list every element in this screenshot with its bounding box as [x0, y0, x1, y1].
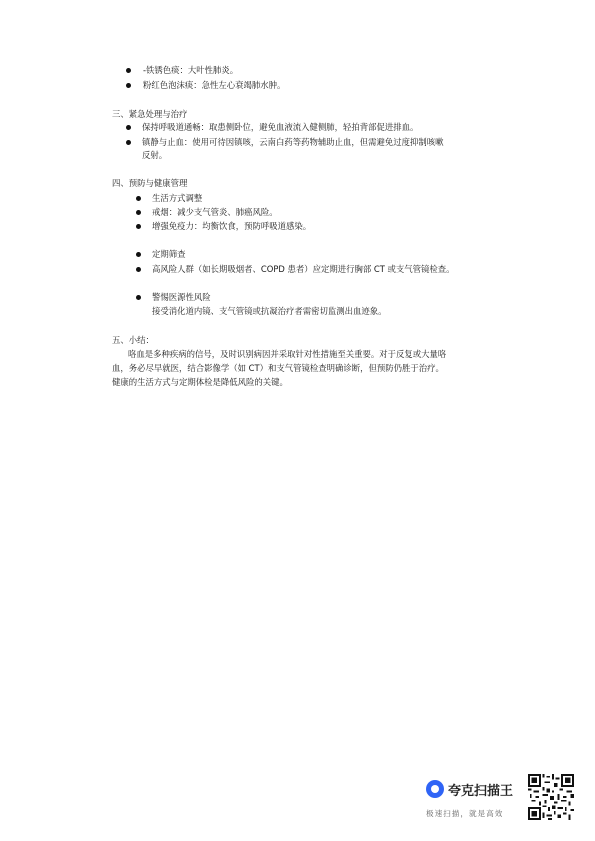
bullet-icon — [136, 196, 141, 201]
list-item-text: 粉红色泡沫痰：急性左心衰竭肺水肿。 — [143, 80, 286, 90]
list-item — [126, 136, 444, 149]
list-item — [136, 192, 202, 205]
list-item — [126, 121, 418, 134]
list-item-text: 高风险人群（如长期吸烟者、COPD 患者）应定期进行胸部 CT 或支气管镜检查。 — [152, 264, 455, 274]
list-item-text: 警惕医源性风险 — [152, 292, 211, 302]
section-heading: 四、预防与健康管理 — [112, 178, 188, 188]
list-item — [136, 263, 455, 276]
list-item — [126, 79, 285, 92]
list-item — [136, 206, 278, 219]
list-item-continuation: 反射。 — [142, 150, 168, 160]
list-item — [136, 291, 211, 304]
bullet-icon — [136, 267, 141, 272]
list-item-text: 保持呼吸道通畅：取患侧卧位，避免血液流入健侧肺，轻拍背部促进排血。 — [142, 122, 419, 132]
list-item-text: 定期筛查 — [152, 249, 186, 259]
list-item — [126, 64, 238, 77]
bullet-icon — [136, 295, 141, 300]
section-heading: 五、小结： — [112, 335, 154, 345]
list-item-text: -铁锈色痰：大叶性肺炎。 — [143, 65, 239, 75]
bullet-icon — [126, 125, 131, 130]
list-item-text: 镇静与止血：使用可待因镇咳，云南白药等药物辅助止血，但需避免过度抑制咳嗽 — [142, 137, 444, 147]
brand-name: 夸克扫描王 — [448, 784, 514, 799]
paragraph-line: 血，务必尽早就医，结合影像学（如 CT）和支气管镜检查明确诊断，但预防仍胜于治疗。 — [112, 363, 444, 373]
list-item — [136, 220, 311, 233]
section-heading: 三、紧急处理与治疗 — [112, 109, 188, 119]
qr-code-icon — [528, 774, 574, 820]
list-item-text: 增强免疫力：均衡饮食，预防呼吸道感染。 — [152, 221, 312, 231]
summary-paragraph — [112, 347, 490, 389]
paragraph-line: 健康的生活方式与定期体检是降低风险的关键。 — [112, 377, 288, 387]
brand-slogan: 极速扫描，就是高效 — [426, 809, 504, 818]
bullet-icon — [126, 140, 131, 145]
list-item-text: 生活方式调整 — [152, 193, 203, 203]
list-item-text: 戒烟：减少支气管炎、肺癌风险。 — [152, 207, 278, 217]
paragraph-line: 咯血是多种疾病的信号，及时识别病因并采取针对性措施至关重要。对于反复或大量咯 — [128, 349, 447, 359]
quark-logo-icon — [426, 780, 444, 798]
bullet-icon — [136, 210, 141, 215]
scanner-watermark — [426, 778, 526, 824]
bullet-icon — [136, 224, 141, 229]
list-item-continuation: 接受消化道内镜、支气管镜或抗凝治疗者需密切监测出血迹象。 — [152, 306, 387, 316]
bullet-icon — [136, 252, 141, 257]
bullet-icon — [126, 68, 131, 73]
bullet-icon — [126, 83, 131, 88]
list-item — [136, 248, 186, 261]
